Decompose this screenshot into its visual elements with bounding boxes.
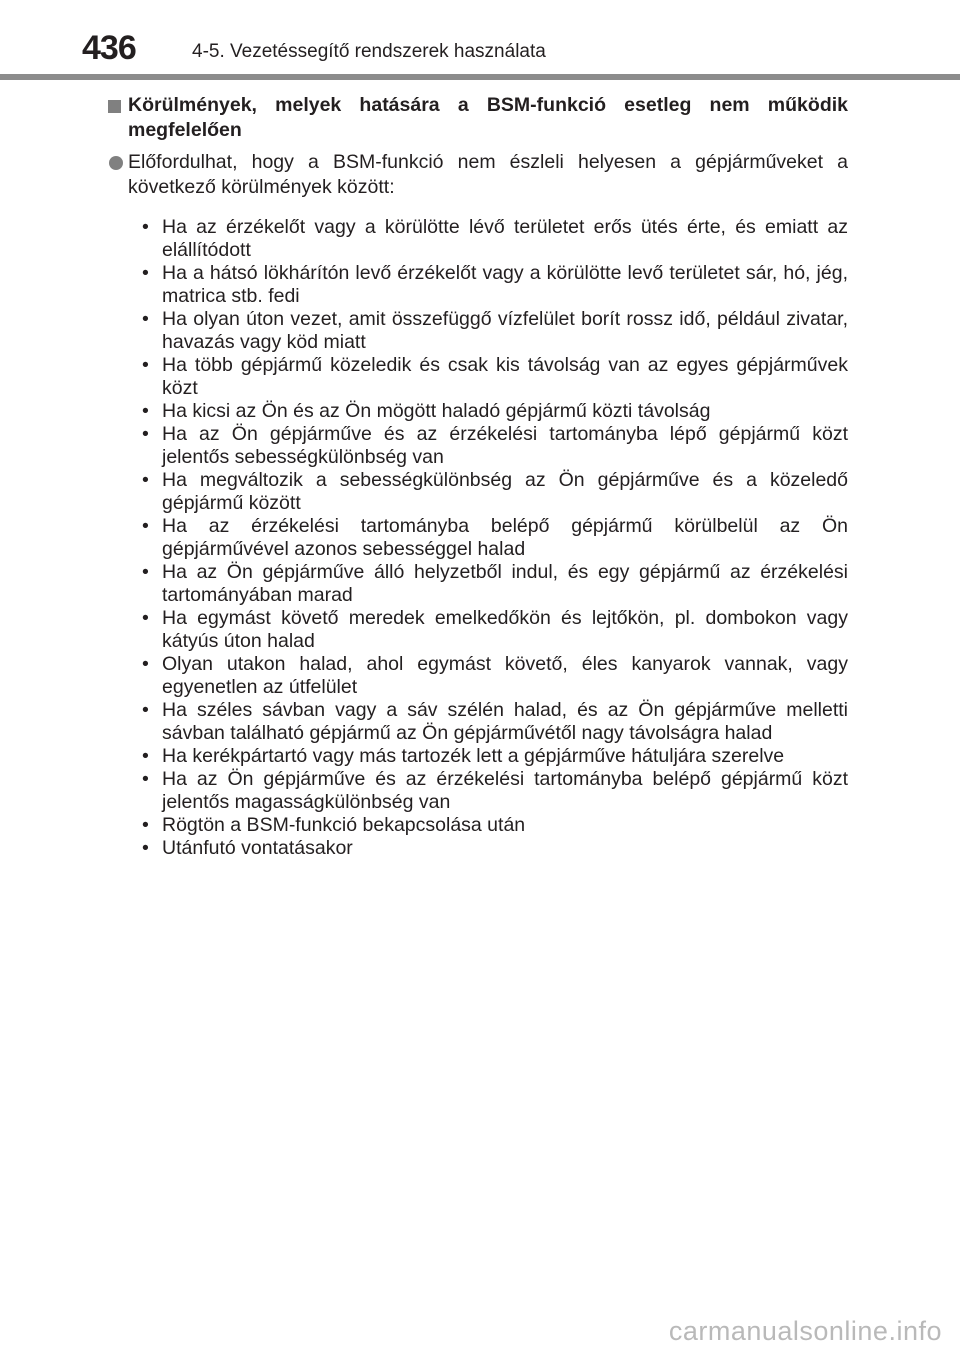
- circle-bullet-icon: [109, 156, 123, 170]
- list-item: • Ha megváltozik a sebességkülönbség az Ön gépjárműve és a közeledő gépjármű között: [142, 469, 848, 515]
- list-item: • Ha az Ön gépjárműve álló helyzetből indul, és egy gépjármű az érzékelési tartományában marad: [142, 561, 848, 607]
- list-item: • Ha olyan úton vezet, amit összefüggő vízfelület borít rossz idő, például zivatar, havazás vagy köd miatt: [142, 308, 848, 354]
- list-item: • Ha az Ön gépjárműve és az érzékelési tartományba lépő gépjármű közt jelentős sebességkülönbség van: [142, 423, 848, 469]
- list-item: • Ha az érzékelőt vagy a körülötte lévő területet erős ütés érte, és emiatt az elállítódott: [142, 216, 848, 262]
- list-item: • Ha egymást követő meredek emelkedőkön és lejtőkön, pl. dombokon vagy kátyús úton halad: [142, 607, 848, 653]
- list-item: • Ha széles sávban vagy a sáv szélén halad, és az Ön gépjárműve melletti sávban található gépjármű az Ön gépjárművétől nagy távolságra halad: [142, 699, 848, 745]
- list-item: • Ha kerékpártartó vagy más tartozék lett a gépjárműve hátuljára szerelve: [142, 745, 848, 768]
- intro-text: Előfordulhat, hogy a BSM-funkció nem észleli helyesen a gépjárműveket a következő körülmények között:: [128, 151, 848, 198]
- section-heading-text: Körülmények, melyek hatására a BSM-funkció esetleg nem működik megfelelően: [128, 94, 848, 141]
- list-item: • Olyan utakon halad, ahol egymást követő, éles kanyarok vannak, vagy egyenetlen az útfelület: [142, 653, 848, 699]
- conditions-list: [108, 216, 848, 860]
- list-item: • Utánfutó vontatásakor: [142, 837, 848, 860]
- page-header: [0, 0, 960, 80]
- list-item: • Ha több gépjármű közeledik és csak kis távolság van az egyes gépjárművek közt: [142, 354, 848, 400]
- list-item: • Rögtön a BSM-funkció bekapcsolása után: [142, 814, 848, 837]
- page-number: 436: [82, 29, 136, 67]
- section-heading: [108, 93, 848, 143]
- list-item: • Ha a hátsó lökhárítón levő érzékelőt vagy a körülötte levő területet sár, hó, jég, matrica stb. fedi: [142, 262, 848, 308]
- watermark: carmanualsonline.info: [668, 1316, 942, 1346]
- list-item: • Ha kicsi az Ön és az Ön mögött haladó gépjármű közti távolság: [142, 400, 848, 423]
- intro-paragraph: [108, 150, 848, 200]
- square-bullet-icon: [108, 100, 121, 113]
- list-item: • Ha az érzékelési tartományba belépő gépjármű körülbelül az Ön gépjárművével azonos sebességgel halad: [142, 515, 848, 561]
- chapter-title: 4-5. Vezetéssegítő rendszerek használata: [192, 41, 546, 62]
- list-item: • Ha az Ön gépjárműve és az érzékelési tartományba belépő gépjármű közt jelentős magasságkülönbség van: [142, 768, 848, 814]
- header-divider: [0, 74, 960, 80]
- main-content: [108, 93, 848, 860]
